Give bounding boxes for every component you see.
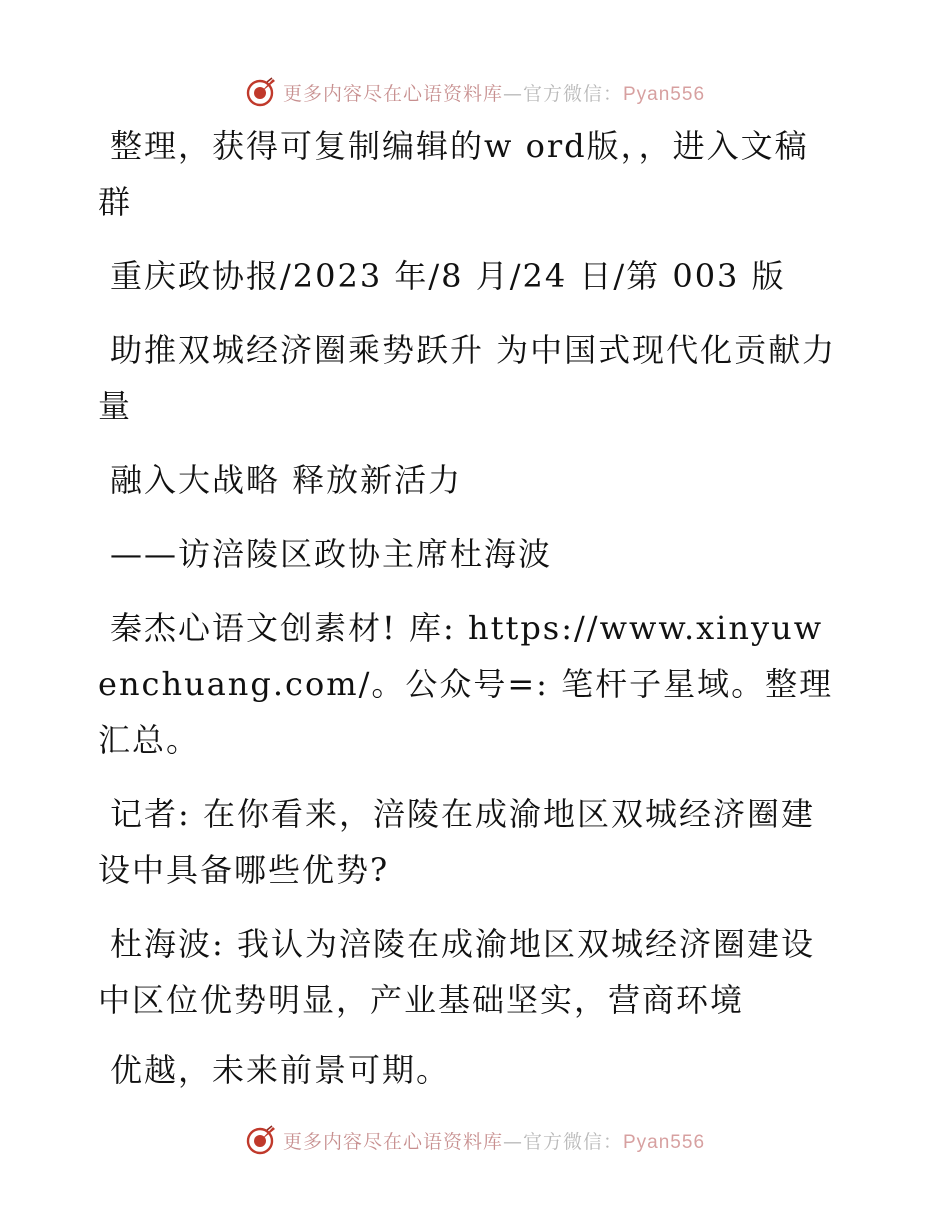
quill-pen-logo-icon [245, 76, 277, 108]
footer-watermark [0, 1120, 950, 1160]
paragraph-interview-byline: ——访涪陵区政协主席杜海波 [110, 535, 553, 573]
watermark-wechat-id: Pyan556 [623, 83, 706, 105]
paragraph-source-line: 重庆政协报/2023 年/8 月/24 日/第 003 版 [110, 257, 786, 295]
quill-pen-logo-icon [245, 1124, 277, 1156]
paragraph-answer-part-1: 杜海波: 我认为涪陵在成渝地区双城经济圈建设中区位优势明显，产业基础坚实，营商环境 [98, 925, 815, 1019]
watermark-separator: — [502, 1130, 523, 1153]
paragraph-reporter-question: 记者: 在你看来，涪陵在成渝地区双城经济圈建设中具备哪些优势? [98, 795, 815, 889]
watermark-wechat-id: Pyan556 [623, 1131, 706, 1153]
watermark-text [283, 79, 705, 106]
document-body [98, 118, 838, 1116]
paragraph-material-source: 秦杰心语文创素材! 库: https://www.xinyuwenchuang.com/。公众号=: 笔杆子星域。整理汇总。 [98, 609, 834, 759]
header-watermark [0, 72, 950, 112]
watermark-brand: 更多内容尽在心语资料库 [282, 82, 503, 105]
paragraph-headline: 助推双城经济圈乘势跃升 为中国式现代化贡献力量 [98, 331, 837, 425]
watermark-text [283, 1127, 705, 1154]
paragraph-answer-part-2: 优越，未来前景可期。 [110, 1051, 451, 1089]
watermark-wechat-label: 官方微信： [522, 1130, 623, 1153]
watermark-brand: 更多内容尽在心语资料库 [282, 1130, 503, 1153]
paragraph-intro-note: 整理，获得可复制编辑的w ord版，，进入文稿群 [98, 127, 809, 221]
watermark-wechat-label: 官方微信： [522, 82, 623, 105]
watermark-separator: — [502, 82, 523, 105]
paragraph-subtitle: 融入大战略 释放新活力 [110, 461, 463, 499]
